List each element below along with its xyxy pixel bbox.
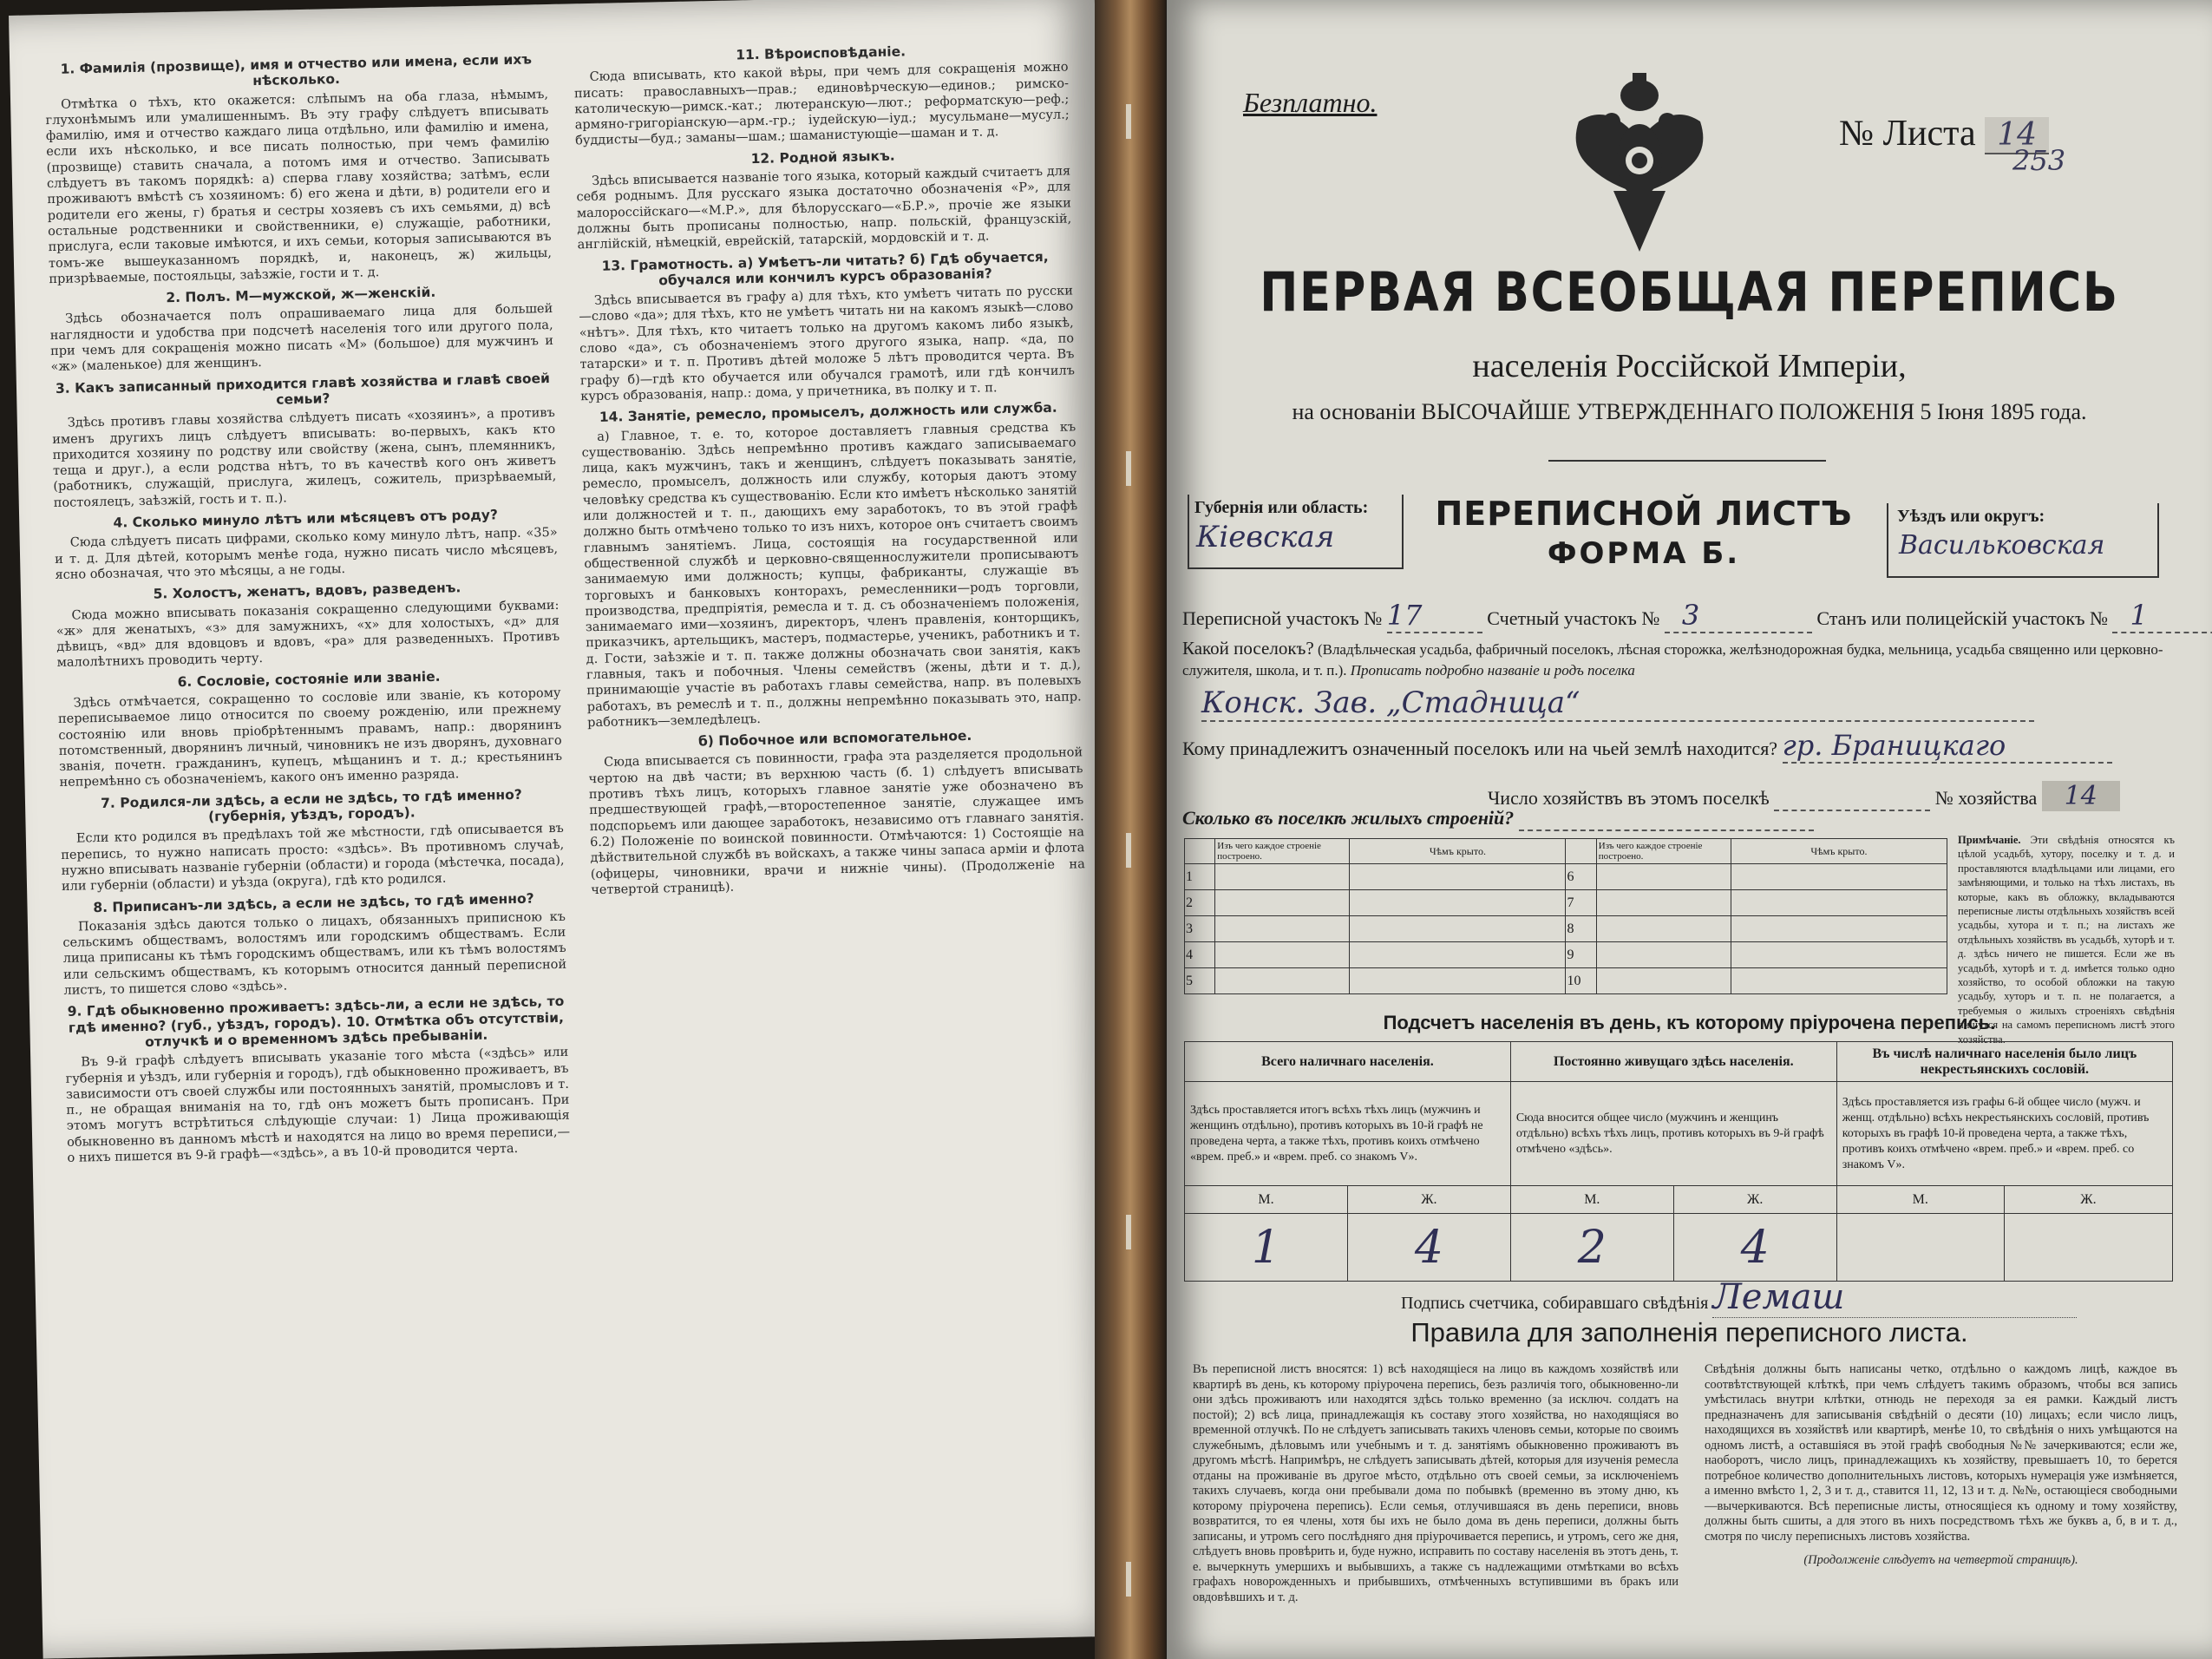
col1-paragraph: Если кто родился въ предѣлахъ той же мѣстности, гдѣ описывается въ перепись, то нужно написать просто: «здѣсь». Въ противномъ случаѣ, нужно вписывать названіе губерніи (области) и города (мѣстечка, посада), или губерніи (области) и уѣзда (округа), гдѣ кто родился. (61, 822, 565, 895)
book-spine (1095, 0, 1166, 1659)
podschet-table (1184, 1041, 2173, 1282)
gubernia-box (1188, 495, 1404, 569)
stitch (1126, 833, 1131, 868)
gubernia-label: Губернія или область: (1194, 498, 1369, 517)
podschet-col-2-text: Сюда вносится общее число (мужчинъ и женщинъ отдѣльно) всѣхъ тѣхъ лицъ, противъ которыхъ въ 9-й графѣ отмѣчено «здѣсь». (1510, 1082, 1836, 1186)
col2-paragraph: а) Главное, т. е. то, которое доставляетъ главныя средства къ существованію. Здѣсь непремѣнно противъ каждаго записываемаго лица, какъ мужчинъ, такъ и женщинъ, слѣдуетъ показывать занятіе, ремесло, промыселъ, должность или службу, которыя даютъ этому человѣку средства къ существованію. Если кто имѣетъ нѣсколько занятій или должностей и т. п., дающихъ ему заработокъ, то въ этой графѣ должно быть отмѣчено только то изъ нихъ, которое онъ считаетъ своимъ главнымъ занятіемъ. Лица, состоящія на государственной или общественной службѣ и церковно-священнослужители прописываютъ занимаемую ими должность; купцы, фабриканты, служащіе въ торговыхъ и банковыхъ конторахъ, ремесленники—родъ торговли, производства, предпріятія, ремесла и т. д. съ обозначеніемъ положенія, занимаемаго ими—хозяинъ, директоръ, членъ правленія, конторщикъ, приказчикъ, артельщикъ, мастеръ, подмастерье, ученикъ, работникъ и т. д. Гости, заѣзжіе и т. п. также должны обозначать свои занятія, какъ главныя, такъ и побочныя. Члены семействъ (жены, дѣти и т. д.), принимающіе участіе въ работахъ главы семейства, напр. въ полевыхъ работахъ, въ ремеслѣ и т. п., должны непремѣнно показывать это, напр. работникъ—земледѣлецъ. (581, 419, 1082, 731)
poselok-block (1182, 638, 2171, 681)
form-subtitle: ФОРМА Б. (1547, 536, 1741, 571)
col2-paragraph: Сюда вписывается съ повинности, графа эта разделяется продольной чертою на двѣ части; въ верхнюю часть (б. 1) слѣдуетъ вписывать противъ тѣхъ лицъ, которыхъ главное занятіе уже обозначено въ предшествующей графѣ,—второстепенное занятіе, служащее имъ подспорьемъ или дающее заработокъ, независимо отъ главнаго занятія. 6.2) Положеніе по воинской повинности. Отмѣчаются: 1) Состоящіе на дѣйствительной службѣ въ войскахъ, а также чины запаса армiи и флота (офицеры, чиновники, врачи и нижніе чины). (Продолженіе на четвертой страницѣ). (588, 745, 1085, 898)
stitch (1126, 104, 1131, 139)
col1-heading: 1. Фамилія (прозвище), имя и отчество или имена, если ихъ нѣсколько. (60, 51, 533, 89)
non-peasant-female (2004, 1214, 2172, 1282)
buildings-line (1182, 807, 1814, 831)
col1-heading: 7. Родился-ли здѣсь, а если не здѣсь, то гдѣ именно? (губернія, уѣздъ, городъ). (100, 786, 522, 825)
col1-paragraph: Здѣсь обозначается полъ опрашиваемаго лица для большей наглядности и удобства при подсчетѣ населенія того или другого пола, при чемъ для сокращенія можно писать «М» (большое) для мужчинъ и «ж» (маленькое) для женщинъ. (49, 302, 554, 375)
perepisnoy-uchastok-label: Переписной участокъ № (1182, 607, 1383, 629)
form-header (1418, 495, 1869, 571)
podschet-title: Подсчетъ населенія въ день, къ которому пріурочена перепись. (1383, 1012, 1996, 1033)
col1-heading: 9. Гдѣ обыкновенно проживаетъ: здѣсь-ли, а если не здѣсь, то гдѣ именно? (губ., уѣздъ, городъ). 10. Отмѣтка объ отсутствіи, отлучкѣ и о временномъ здѣсь пребываніи. (67, 993, 565, 1050)
table-row-number: 5 (1185, 968, 1215, 994)
col2-heading: б) Побочное или вспомогательное. (697, 728, 972, 750)
stan-label: Станъ или полицейскій участокъ № (1816, 607, 2108, 629)
signature-line (1401, 1277, 2077, 1318)
census-approval-line: на основаніи ВЫСОЧАЙШЕ УТВЕРЖДЕННАГО ПОЛОЖЕНІЯ 5 Іюня 1895 года. (1292, 399, 2087, 424)
instructions-column-1 (44, 46, 571, 1170)
permanent-female: 4 (1673, 1214, 1836, 1282)
buildings-table (1184, 838, 1947, 994)
poselok-note: (Владѣльческая усадьба, фабричный поселокъ, лѣсная сторожка, желѣзнодорожная будка, мельница, усадьба священно или церковно-служителя, школа, и т. п.). (1182, 641, 2163, 679)
table-row-number: 10 (1566, 968, 1596, 994)
col2-paragraph: Здѣсь вписывается въ графу а) для тѣхъ, кто умѣетъ читать по русски—слово «да»; для тѣхъ, кто не умѣетъ читать ни на какомъ языкѣ—слово «нѣтъ». Для тѣхъ, кто читаетъ только на другомъ какомъ либо языкѣ, слово «да», съ обозначеніемъ этого другого языка, напр. «да, по татарски» и т. п. Противъ дѣтей моложе 5 лѣтъ проводится черта. Въ графу б)—гдѣ кто обучается или обучался грамотѣ, или гдѣ кончилъ курсъ образованія, напр.: дома, у причетника, въ полку и т. п. (579, 284, 1076, 404)
col1-paragraph: Отмѣтка о тѣхъ, кто окажется: слѣпымъ на оба глаза, нѣмымъ, глухонѣмымъ или умалишеннымъ. Въ эту графу слѣдуетъ вписывать фамилію, имя и отчество каждаго лица отдѣльно, или фамилію и имена, если ихъ нѣсколько, и все писать полностью, при чемъ фамилію (прозвище) ставить сначала, а потомъ имя и отчество. Записывать слѣдуетъ въ такомъ порядкѣ: а) сперва главу хозяйства; затѣмъ, если проживаютъ вмѣстѣ съ хозяиномъ: б) его жена и дѣти, в) родители его и родители его жены, г) братья и сестры хозяевъ съ ихъ семьями, д) всѣ остальные родственники и свойственники, е) служащіе, работники, прислуга, если таковые имѣются, и ихъ семьи, которыя записываются въ томъ-же вышеуказанномъ порядкѣ, и, наконецъ, ж) жильцы, призрѣваемые, постояльцы, заѣзжіе, гости и т. д. (45, 87, 553, 286)
non-peasant-male (1836, 1214, 2004, 1282)
table-row-number: 3 (1185, 916, 1215, 942)
table-row-number: 2 (1185, 890, 1215, 916)
table-row-number: 8 (1566, 916, 1596, 942)
signature-label: Подпись счетчика, собиравшаго свѣдѣнія (1401, 1294, 1709, 1313)
col1-heading: 6. Сословіе, состояніе или званіе. (177, 668, 441, 690)
note-text: Эти свѣдѣнія относятся къ цѣлой усадьбѣ, хутору, поселку и т. д. и проставляются владѣльцами или лицами, его замѣняющими, и только на тѣхъ листахъ, въ которые, какъ въ обложку, вкладываются переписные листы отдѣльныхъ хозяйствъ всей усадьбы, хутора и т. п.; на листахъ же отдѣльныхъ хозяйствъ въ усадьбѣ, хуторѣ и т. д. здѣсь ничего не пишется. Если же въ усадьбѣ, хуторѣ и т. д. имѣется только одно хозяйство, то особой обложки на такую усадьбу, хуторъ и т. п. не полагается, а требуемыя о жилыхъ строеніяхъ свѣдѣнія пишутся на самомъ переписномъ листѣ этого хозяйства. (1958, 834, 2176, 1046)
podschet-col-3-text: Здѣсь проставляется изъ графы 6-й общее число (мужч. и женщ. отдѣльно) всѣхъ некрестьянскихъ сословій, противъ которыхъ въ графѣ 10-й проведена черта, а также тѣхъ, противъ коихъ отмѣчено «врем. преб.» и «врем. преб. со знакомъ V». (1836, 1082, 2172, 1186)
buildings-col-a: Изъ чего каждое строеніе построено. (1215, 839, 1350, 864)
schetny-uchastok-label: Счетный участокъ № (1487, 607, 1660, 629)
stitch (1126, 1215, 1131, 1249)
poselok-note-2: Прописать подробно названіе и родъ поселка (1350, 662, 1635, 679)
col1-paragraph: Здѣсь отмѣчается, сокращенно то сословіе или званіе, къ которому переписываемое лицо относится по своему рожденію, или прежнему состоянію или вновь пріобрѣтеннымъ правамъ, напр.: дворянинъ потомственный, дворянинъ личный, чиновникъ не изъ дворянъ, духовнаго званія, почетн. гражданинъ, купецъ, мѣщанинъ и т. д.; крестьянинъ непремѣнно съ обозначеніемъ, какого онъ именно разряда. (57, 685, 563, 790)
household-no-value: 14 (2042, 781, 2120, 811)
m-label: М. (1510, 1186, 1673, 1214)
buildings-col-a-2: Изъ чего каждое строеніе построено. (1596, 839, 1731, 864)
instructions-column-2 (573, 35, 1086, 902)
total-present-female: 4 (1347, 1214, 1510, 1282)
rules-column-2 (1705, 1362, 2177, 1569)
household-no-label: № хозяйства (1934, 787, 2038, 809)
buildings-value (1519, 807, 1814, 831)
podschet-col-3-title: Въ числѣ наличнаго населенія было лицъ некрестьянскихъ сословій. (1836, 1042, 2172, 1082)
sheet-number-stamp: 253 (2012, 144, 2066, 177)
total-present-male: 1 (1185, 1214, 1348, 1282)
podschet-col-1-text: Здѣсь проставляется итогъ всѣхъ тѣхъ лицъ (мужчинъ и женщинъ отдѣльно), противъ которыхъ въ 10-й графѣ не проведена черта, а также тѣхъ, противъ коихъ отмѣчено «врем. преб.» и «врем. преб. со знакомъ V». (1185, 1082, 1511, 1186)
col1-paragraph: Въ 9-й графѣ слѣдуетъ вписывать указаніе того мѣста («здѣсь» или губернія и уѣздъ, или губернія и городъ), гдѣ обыкновенно проживаетъ, въ зависимости отъ своей службы или постоянныхъ занятій, промысловъ и т. п., не обращая вниманія на то, гдѣ онъ можетъ быть прописанъ. При этомъ могутъ встрѣтиться слѣдующіе случаи: 1) Лица проживающія обыкновенно въ данномъ мѣстѣ и находятся на лицо во время переписи,—о нихъ пишется въ 9-й графѣ—«здѣсь», а въ 10-й проводится черта. (65, 1045, 571, 1165)
sheet-number (1839, 113, 2066, 177)
right-page-census-form (1167, 0, 2212, 1659)
stan-value: 1 (2112, 599, 2212, 633)
m-label: М. (1836, 1186, 2004, 1214)
sheet-number-label: № Листа (1839, 114, 1976, 154)
col1-heading: 2. Полъ. М—мужской, ж—женскій. (166, 284, 436, 306)
census-title: ПЕРВАЯ ВСЕОБЩАЯ ПЕРЕПИСЬ (1260, 260, 2119, 324)
free-label: Безплатно. (1243, 87, 1378, 118)
zh-label: Ж. (1347, 1186, 1510, 1214)
podschet-col-2-title: Постоянно живущаго здѣсь населенія. (1510, 1042, 1836, 1082)
col1-paragraph: Здѣсь противъ главы хозяйства слѣдуетъ писать «хозяинъ», а противъ именъ другихъ лицъ слѣдуетъ вписывать: во-первыхъ, какъ кто приходится хозяину по родству или свойству (жена, сынъ, племянникъ, теща и друг.), а если родства нѣтъ, то въ качествѣ кого онъ живетъ (работникъ, служащій, прислуга, жилецъ, сожитель, призрѣваемый, постоялецъ, заѣзжій, гость и т. п.). (52, 406, 557, 510)
note-title: Примѣчаніе. (1958, 834, 2021, 846)
uezd-box (1887, 503, 2159, 578)
zh-label: Ж. (1673, 1186, 1836, 1214)
permanent-male: 2 (1510, 1214, 1673, 1282)
left-page-instructions (9, 0, 1129, 1659)
stitch (1126, 1562, 1131, 1597)
col2-paragraph: Здѣсь вписывается названіе того языка, который каждый считаетъ для себя роднымъ. Для русскаго языка достаточно обозначенія «Р», для малороссійскаго—«М.Р.», для бѣлорусскаго—«Б.Р.», прочіе же языки должны быть прописаны полностью, напр. польскій, французскій, англійскій, нѣмецкій, еврейскій, татарскій, мордовскій и т. д. (576, 164, 1072, 252)
col1-heading: 4. Сколько минуло лѣтъ или мѣсяцевъ отъ роду? (113, 507, 499, 531)
table-row-number: 1 (1185, 864, 1215, 890)
col2-heading: 13. Грамотность. а) Умѣетъ-ли читать? б) Гдѣ обучается, обучался или кончилъ курсъ образованія? (601, 248, 1049, 289)
col1-heading: 5. Холостъ, женатъ, вдовъ, разведенъ. (153, 580, 461, 602)
owner-value: гр. Браницкаго (1783, 729, 2112, 764)
m-label: М. (1185, 1186, 1348, 1214)
rules-continue: (Продолженіе слѣдуетъ на четвертой страницѣ). (1803, 1553, 2078, 1567)
households-label: Число хозяйствъ въ этомъ поселкѣ (1488, 787, 1770, 809)
col1-heading: 3. Какъ записанный приходится главѣ хозяйства и главѣ своей семьи? (55, 370, 551, 408)
uezd-label: Уѣздъ или округъ: (1897, 507, 2045, 526)
signature-value: Лемаш (1712, 1277, 2077, 1318)
uchastok-line (1182, 599, 2163, 633)
table-row-number: 6 (1566, 864, 1596, 890)
stitch (1126, 451, 1131, 486)
podschet-col-1-title: Всего наличнаго населенія. (1185, 1042, 1511, 1082)
census-subtitle: населенія Россійской Имперіи, (1472, 348, 1907, 384)
col1-paragraph: Сюда можно вписывать показанія сокращенно следующими буквами: «ж» для женатыхъ, «з» для замужнихъ, «х» для холостыхъ, «д» для дѣвицъ, «вд» для вдовцовъ и вдовъ, «ра» для разведенныхъ. Противъ малолѣтнихъ проводить черту. (56, 598, 560, 671)
col2-paragraph: Сюда вписывать, кто какой вѣры, при чемъ для сокращенія можно писать: православныхъ—прав.; единовѣрческую—единов.; римско-католическую—римск.-кат.; лютеранскую—лют.; реформатскую—реф.; армяно-григоріанскую—арм.-гр.; іудейскую—іуд.; мусульмане—мусул.; буддисты—буд.; заманы—шам.; шаманистующіе—шаман и т. д. (573, 60, 1070, 148)
gubernia-value: Кіевская (1196, 520, 1335, 554)
perepisnoy-uchastok-value: 17 (1387, 599, 1482, 633)
divider (1548, 460, 1826, 462)
col1-heading: 8. Приписанъ-ли здѣсь, а если не здѣсь, то гдѣ именно? (93, 890, 534, 915)
rules-column-2-text: Свѣдѣнія должны быть написаны четко, отдѣльно о каждомъ лицѣ, каждое въ соотвѣтствующей клѣткѣ, при чемъ слѣдуетъ такимъ образомъ, чтобы вся запись умѣстилась внутри клѣтки, отнюдь не переходя за ея рамки. Каждый листъ предназначенъ для записыванія свѣдѣній о десяти (10) лицахъ; если число лицъ, находящихся въ хозяйствѣ или квартирѣ, менѣе 10, то свѣдѣнія о нихъ умѣщаются на одномъ листѣ, а оставшіяся въ этой графѣ свободныя №№ зачеркиваются; если же, наоборотъ, число лицъ, принадлежащихъ къ хозяйству, превышаетъ 10, то берется потребное количество дополнительныхъ листовъ, которыхъ нумерація уже измѣняется, а именно вмѣсто 1, 2, 3 и т. д., ставится 11, 12, 13 и т. д. №№, остающіеся свободными—вычеркиваются. Всѣ переписные листы, относящіеся къ одному и тому хозяйству, должны быть сшиты, а для этого въ нихъ посредствомъ тѣхъ же буквъ а, б, в и т. д., смотря по числу переписныхъ листовъ хозяйства. (1705, 1362, 2177, 1544)
buildings-label: Сколько въ поселкѣ жилыхъ строеній? (1182, 807, 1515, 829)
imperial-eagle-emblem (1561, 61, 1718, 260)
col1-paragraph: Показанія здѣсь даются только о лицахъ, обязанныхъ приписною къ сельскимъ обществамъ, волостямъ или городскимъ обществамъ. Если лица приписаны къ тѣмъ городскимъ обществамъ, или къ тѣмъ волостямъ или сельскимъ обществамъ, къ которымъ относится данный переписной листъ, то пишется слово «здѣсь». (62, 909, 567, 998)
poselok-label: Какой поселокъ? (1182, 638, 1314, 659)
col2-heading: 14. Занятіе, ремесло, промыселъ, должность или служба. (599, 400, 1057, 426)
owner-line (1182, 729, 2112, 764)
col1-paragraph: Сюда слѣдуетъ писать цифрами, сколько кому минуло лѣтъ, напр. «35» и т. д. Для дѣтей, которымъ менѣе года, нужно писать число мѣсяцевъ, ясно обозначая, что это мѣсяцы, а не годы. (54, 526, 559, 582)
uezd-value: Васильковская (1899, 530, 2105, 561)
table-row-number: 9 (1566, 942, 1596, 968)
rules-column-1: Въ переписной листъ вносятся: 1) всѣ находящіеся на лицо въ каждомъ хозяйствѣ или квартирѣ въ день, къ которому пріурочена перепись, безъ различія того, обыкновенно-ли они здѣсь проживаютъ или находятся здѣсь только временно (за исключ. солдатъ на постой); 2) всѣ лица, принадлежащія къ составу этого хозяйства, но находящіяся во временной отлучкѣ. По не слѣдуетъ записывать такихъ членовъ семьи, которые по своимъ служебнымъ, дѣловымъ или учебнымъ и т. д. занятіямъ обыкновенно проживаютъ въ другомъ мѣстѣ. Напримѣръ, не слѣдуетъ записывать дѣтей, которыя для изученія ремесла отданы на проживаніе въ другое мѣсто, отдѣльно отъ своей семьи, за исключеніемъ такихъ случаевъ, когда они пребывали дома по побывкѣ (временно въ этому дню, къ которому пріурочена перепись). Если семья, отлучившаяся въ день переписи, вновь возвратится, то ея члены, хотя бы ихъ не было дома въ день переписи, должны быть записаны, и утромъ сего послѣдняго дня пріурочивается перепись, и утромъ, сего же дня, слѣдуетъ вновь провѣрить и, буде нужно, исправить по составу населенія въ этотъ день, т. е. вычеркнуть умершихъ и выбывшихъ, а также съ надлежащими отмѣтками во всѣхъ графахъ новорожденныхъ и прибывшихъ, отмѣченныхъ вступившими въ бракъ или овдовѣвшихъ и т. д. (1193, 1362, 1679, 1604)
form-title: ПЕРЕПИСНОЙ ЛИСТЪ (1435, 495, 1853, 533)
schetny-uchastok-value: 3 (1665, 599, 1812, 633)
zh-label: Ж. (2004, 1186, 2172, 1214)
col2-heading: 12. Родной языкъ. (750, 148, 895, 167)
table-row-number: 7 (1566, 890, 1596, 916)
buildings-col-b: Чѣмъ крыто. (1350, 839, 1566, 864)
poselok-value: Конск. Зав. „Стадница“ (1201, 685, 2034, 722)
col2-heading: 11. Вѣроисповѣданіе. (736, 43, 906, 63)
sheet-number-handwritten: 14 (1985, 117, 2049, 154)
buildings-col-b-2: Чѣмъ крыто. (1731, 839, 1947, 864)
table-row-number: 4 (1185, 942, 1215, 968)
rules-title: Правила для заполненія переписного листа. (1410, 1317, 1968, 1348)
owner-label: Кому принадлежитъ означенный поселокъ или на чьей землѣ находится? (1182, 738, 1778, 759)
